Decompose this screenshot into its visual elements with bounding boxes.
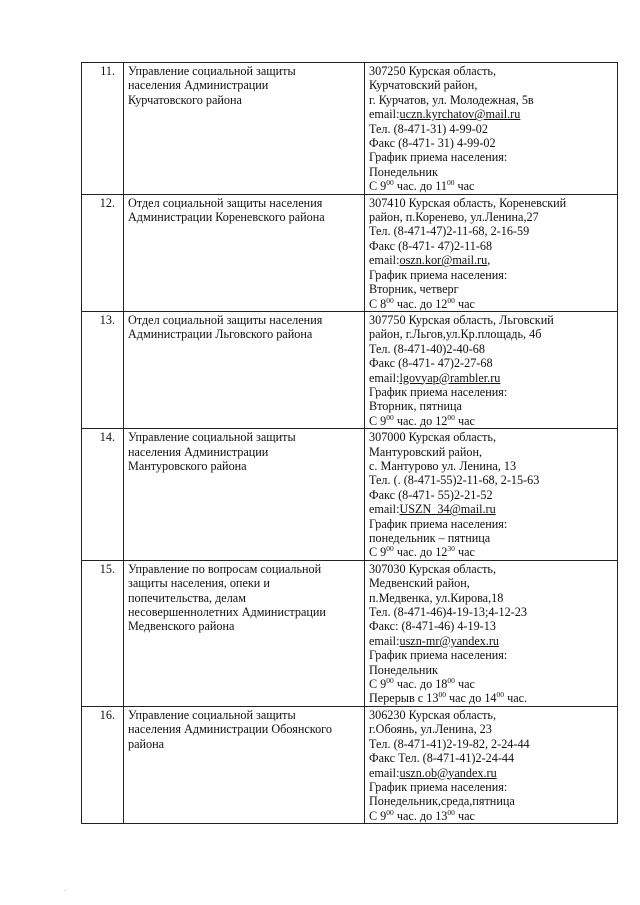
organization-name-line: Курчатовского района <box>128 92 242 107</box>
email-link[interactable]: uszn.ob@yandex.ru <box>399 765 497 780</box>
schedule-line-middle: час. до 12 <box>393 413 448 428</box>
email-label: email: <box>369 633 400 648</box>
table-row <box>82 63 618 195</box>
email-link[interactable]: lgovyap@rambler.ru <box>399 370 501 385</box>
address-line: район, г.Льгов,ул.Кр.площадь, 4б <box>369 327 542 342</box>
contacts-table <box>81 62 618 824</box>
address-line: район, п.Коренево, ул.Ленина,27 <box>369 210 539 225</box>
address-line: 307410 Курская область, Кореневский <box>369 195 567 210</box>
schedule-line <box>369 179 613 193</box>
schedule-line-middle: час. до 13 <box>393 808 448 823</box>
schedule-line-suffix: час <box>454 808 475 823</box>
address-line: Факс: (8-471-46) 4-19-13 <box>369 619 496 634</box>
schedule-line-prefix: С 8 <box>369 296 387 311</box>
email-label: email: <box>369 765 400 780</box>
row-number: 15. <box>82 560 124 706</box>
contact-line: Вторник, пятница <box>369 399 462 414</box>
contact-line: График приема населения: <box>369 516 508 531</box>
address-line: Факс (8-471- 47)2-27-68 <box>369 356 493 371</box>
address-line: Тел. (8-471-46)4-19-13;4-12-23 <box>369 605 527 620</box>
schedule-line-suffix: час <box>454 179 475 194</box>
address-line: Факс (8-471- 47)2-11-68 <box>369 238 493 253</box>
contact-line: Вторник, четверг <box>369 282 459 297</box>
email-line <box>369 253 613 267</box>
address-line: г.Обоянь, ул.Ленина, 23 <box>369 722 492 737</box>
contact-line: График приема населения: <box>369 267 508 282</box>
schedule-line <box>369 545 613 559</box>
address-line: Тел. (8-471-41)2-19-82, 2-24-44 <box>369 736 530 751</box>
row-number: 16. <box>82 706 124 823</box>
contact-info-cell <box>365 560 618 706</box>
address-line: Факс (8-471- 55)2-21-52 <box>369 487 493 502</box>
contact-line: График приема населения: <box>369 384 508 399</box>
schedule-line-middle: час. до 12 <box>393 296 448 311</box>
schedule-line-suffix: час <box>454 677 475 692</box>
schedule-line-middle: час. до 11 <box>393 179 447 194</box>
schedule-line-prefix: С 9 <box>369 677 387 692</box>
address-line: Курчатовский район, <box>369 78 478 93</box>
schedule-line-end-minutes: 00 <box>447 676 455 686</box>
contact-info-cell <box>365 429 618 561</box>
email-label: email: <box>369 253 400 268</box>
organization-name-line: населения Администрации Обоянского <box>128 722 332 737</box>
organization-name-line: населения Администрации <box>128 78 269 93</box>
schedule-line <box>369 677 613 691</box>
organization-name-line: несовершеннолетних Администрации <box>128 605 326 620</box>
organization-name-cell <box>124 63 365 195</box>
email-line <box>369 371 613 385</box>
contact-line: График приема населения: <box>369 150 508 165</box>
schedule-line-end-minutes: 30 <box>447 544 455 554</box>
schedule-line-start-minutes: 00 <box>386 676 394 686</box>
address-line: п.Медвенка, ул.Кирова,18 <box>369 590 504 605</box>
organization-name-line: Управление по вопросам социальной <box>128 561 322 576</box>
email-link[interactable]: uszn-mr@yandex.ru <box>399 633 500 648</box>
schedule-line-start-minutes: 00 <box>386 295 394 305</box>
email-label: email: <box>369 370 400 385</box>
schedule-line-end-minutes: 00 <box>446 178 455 188</box>
email-label: email: <box>369 107 400 122</box>
organization-name-line: Медвенского района <box>128 619 235 634</box>
schedule-line-suffix: час <box>454 296 475 311</box>
contact-info-cell <box>365 311 618 428</box>
break-line-suffix: час. <box>504 691 528 706</box>
contact-info-cell <box>365 63 618 195</box>
schedule-line-end-minutes: 00 <box>447 295 455 305</box>
schedule-line-prefix: С 9 <box>369 808 387 823</box>
address-line: 307030 Курская область, <box>369 561 497 576</box>
contacts-table-body <box>82 63 618 824</box>
contact-line: График приема населения: <box>369 648 508 663</box>
break-line-start-minutes: 00 <box>438 690 446 700</box>
row-number: 12. <box>82 194 124 311</box>
organization-name-cell <box>124 311 365 428</box>
organization-name-line: Управление социальной защиты <box>128 430 296 445</box>
address-line: с. Мантурово ул. Ленина, 13 <box>369 458 517 473</box>
address-line: Тел. (. (8-471-55)2-11-68, 2-15-63 <box>369 473 540 488</box>
schedule-line-prefix: С 9 <box>369 545 387 560</box>
organization-name-line: защиты населения, опеки и <box>128 576 270 591</box>
organization-name-line: Администрации Кореневского района <box>128 210 325 225</box>
organization-name-cell <box>124 560 365 706</box>
schedule-line-middle: час. до 18 <box>393 677 448 692</box>
organization-name-line: района <box>128 736 165 751</box>
row-number: 14. <box>82 429 124 561</box>
contact-line: Понедельник <box>369 164 438 179</box>
organization-name-line: Мантуровского района <box>128 458 247 473</box>
email-line <box>369 107 613 121</box>
organization-name-line: Отдел социальной защиты населения <box>128 312 323 327</box>
contact-line: Тел. (8-471-31) 4-99-02 <box>369 121 488 136</box>
address-line: Тел. (8-471-40)2-40-68 <box>369 341 485 356</box>
organization-name-cell <box>124 194 365 311</box>
schedule-line-suffix: час <box>454 413 475 428</box>
contact-line: Факс (8-471- 31) 4-99-02 <box>369 136 496 151</box>
email-link[interactable]: oszn.kor@mail.ru <box>399 253 488 268</box>
contact-line: График приема населения: <box>369 779 508 794</box>
schedule-line-end-minutes: 00 <box>447 412 455 422</box>
break-line-end-minutes: 00 <box>496 690 505 700</box>
address-line: 307250 Курская область, <box>369 64 497 78</box>
break-line <box>369 691 613 705</box>
address-line: Факс Тел. (8-471-41)2-24-44 <box>369 751 515 766</box>
page-mark: . <box>64 884 66 893</box>
schedule-line-prefix: С 9 <box>369 179 387 194</box>
contact-line: Понедельник,среда,пятница <box>369 794 515 809</box>
organization-name-line: Управление социальной защиты <box>128 64 296 78</box>
table-row <box>82 560 618 706</box>
schedule-line <box>369 297 613 311</box>
contact-line: Понедельник <box>369 662 438 677</box>
schedule-line-start-minutes: 00 <box>386 807 394 817</box>
email-link[interactable]: uczn.kyrchatov@mail.ru <box>399 107 521 122</box>
contact-line: понедельник – пятница <box>369 531 491 545</box>
schedule-line <box>369 809 613 823</box>
organization-name-cell <box>124 429 365 561</box>
table-row <box>82 194 618 311</box>
email-line <box>369 502 613 516</box>
schedule-line-prefix: С 9 <box>369 413 387 428</box>
email-line <box>369 766 613 780</box>
contact-info-cell <box>365 706 618 823</box>
table-row <box>82 429 618 561</box>
schedule-line-middle: час. до 12 <box>393 545 448 560</box>
schedule-line <box>369 414 613 428</box>
address-line: г. Курчатов, ул. Молодежная, 5в <box>369 92 534 107</box>
row-number: 13. <box>82 311 124 428</box>
organization-name-line: попечительства, делам <box>128 590 246 605</box>
schedule-line-suffix: час <box>454 545 475 560</box>
organization-name-line: населения Администрации <box>128 444 269 459</box>
contact-info-cell <box>365 194 618 311</box>
table-row <box>82 311 618 428</box>
address-line: Тел. (8-471-47)2-11-68, 2-16-59 <box>369 224 530 239</box>
schedule-line-start-minutes: 00 <box>386 178 394 188</box>
address-line: 307000 Курская область, <box>369 430 497 445</box>
email-suffix: , <box>487 253 491 268</box>
address-line: 306230 Курская область, <box>369 707 497 722</box>
address-line: Мантуровский район, <box>369 444 483 459</box>
row-number: 11. <box>82 63 124 195</box>
schedule-line-end-minutes: 00 <box>447 807 455 817</box>
organization-name-line: Управление социальной защиты <box>128 707 296 722</box>
email-label: email: <box>369 502 400 517</box>
break-line-middle: час до 14 <box>445 691 497 706</box>
table-row <box>82 706 618 823</box>
address-line: Медвенский район, <box>369 576 470 591</box>
break-line-prefix: Перерыв с 13 <box>369 691 439 706</box>
schedule-line-start-minutes: 00 <box>386 544 394 554</box>
email-line <box>369 634 613 648</box>
organization-name-cell <box>124 706 365 823</box>
email-link[interactable]: USZN_34@mail.ru <box>399 502 496 517</box>
schedule-line-start-minutes: 00 <box>386 412 394 422</box>
address-line: 307750 Курская область, Льговский <box>369 312 554 327</box>
organization-name-line: Администрации Льговского района <box>128 327 313 342</box>
organization-name-line: Отдел социальной защиты населения <box>128 195 323 210</box>
